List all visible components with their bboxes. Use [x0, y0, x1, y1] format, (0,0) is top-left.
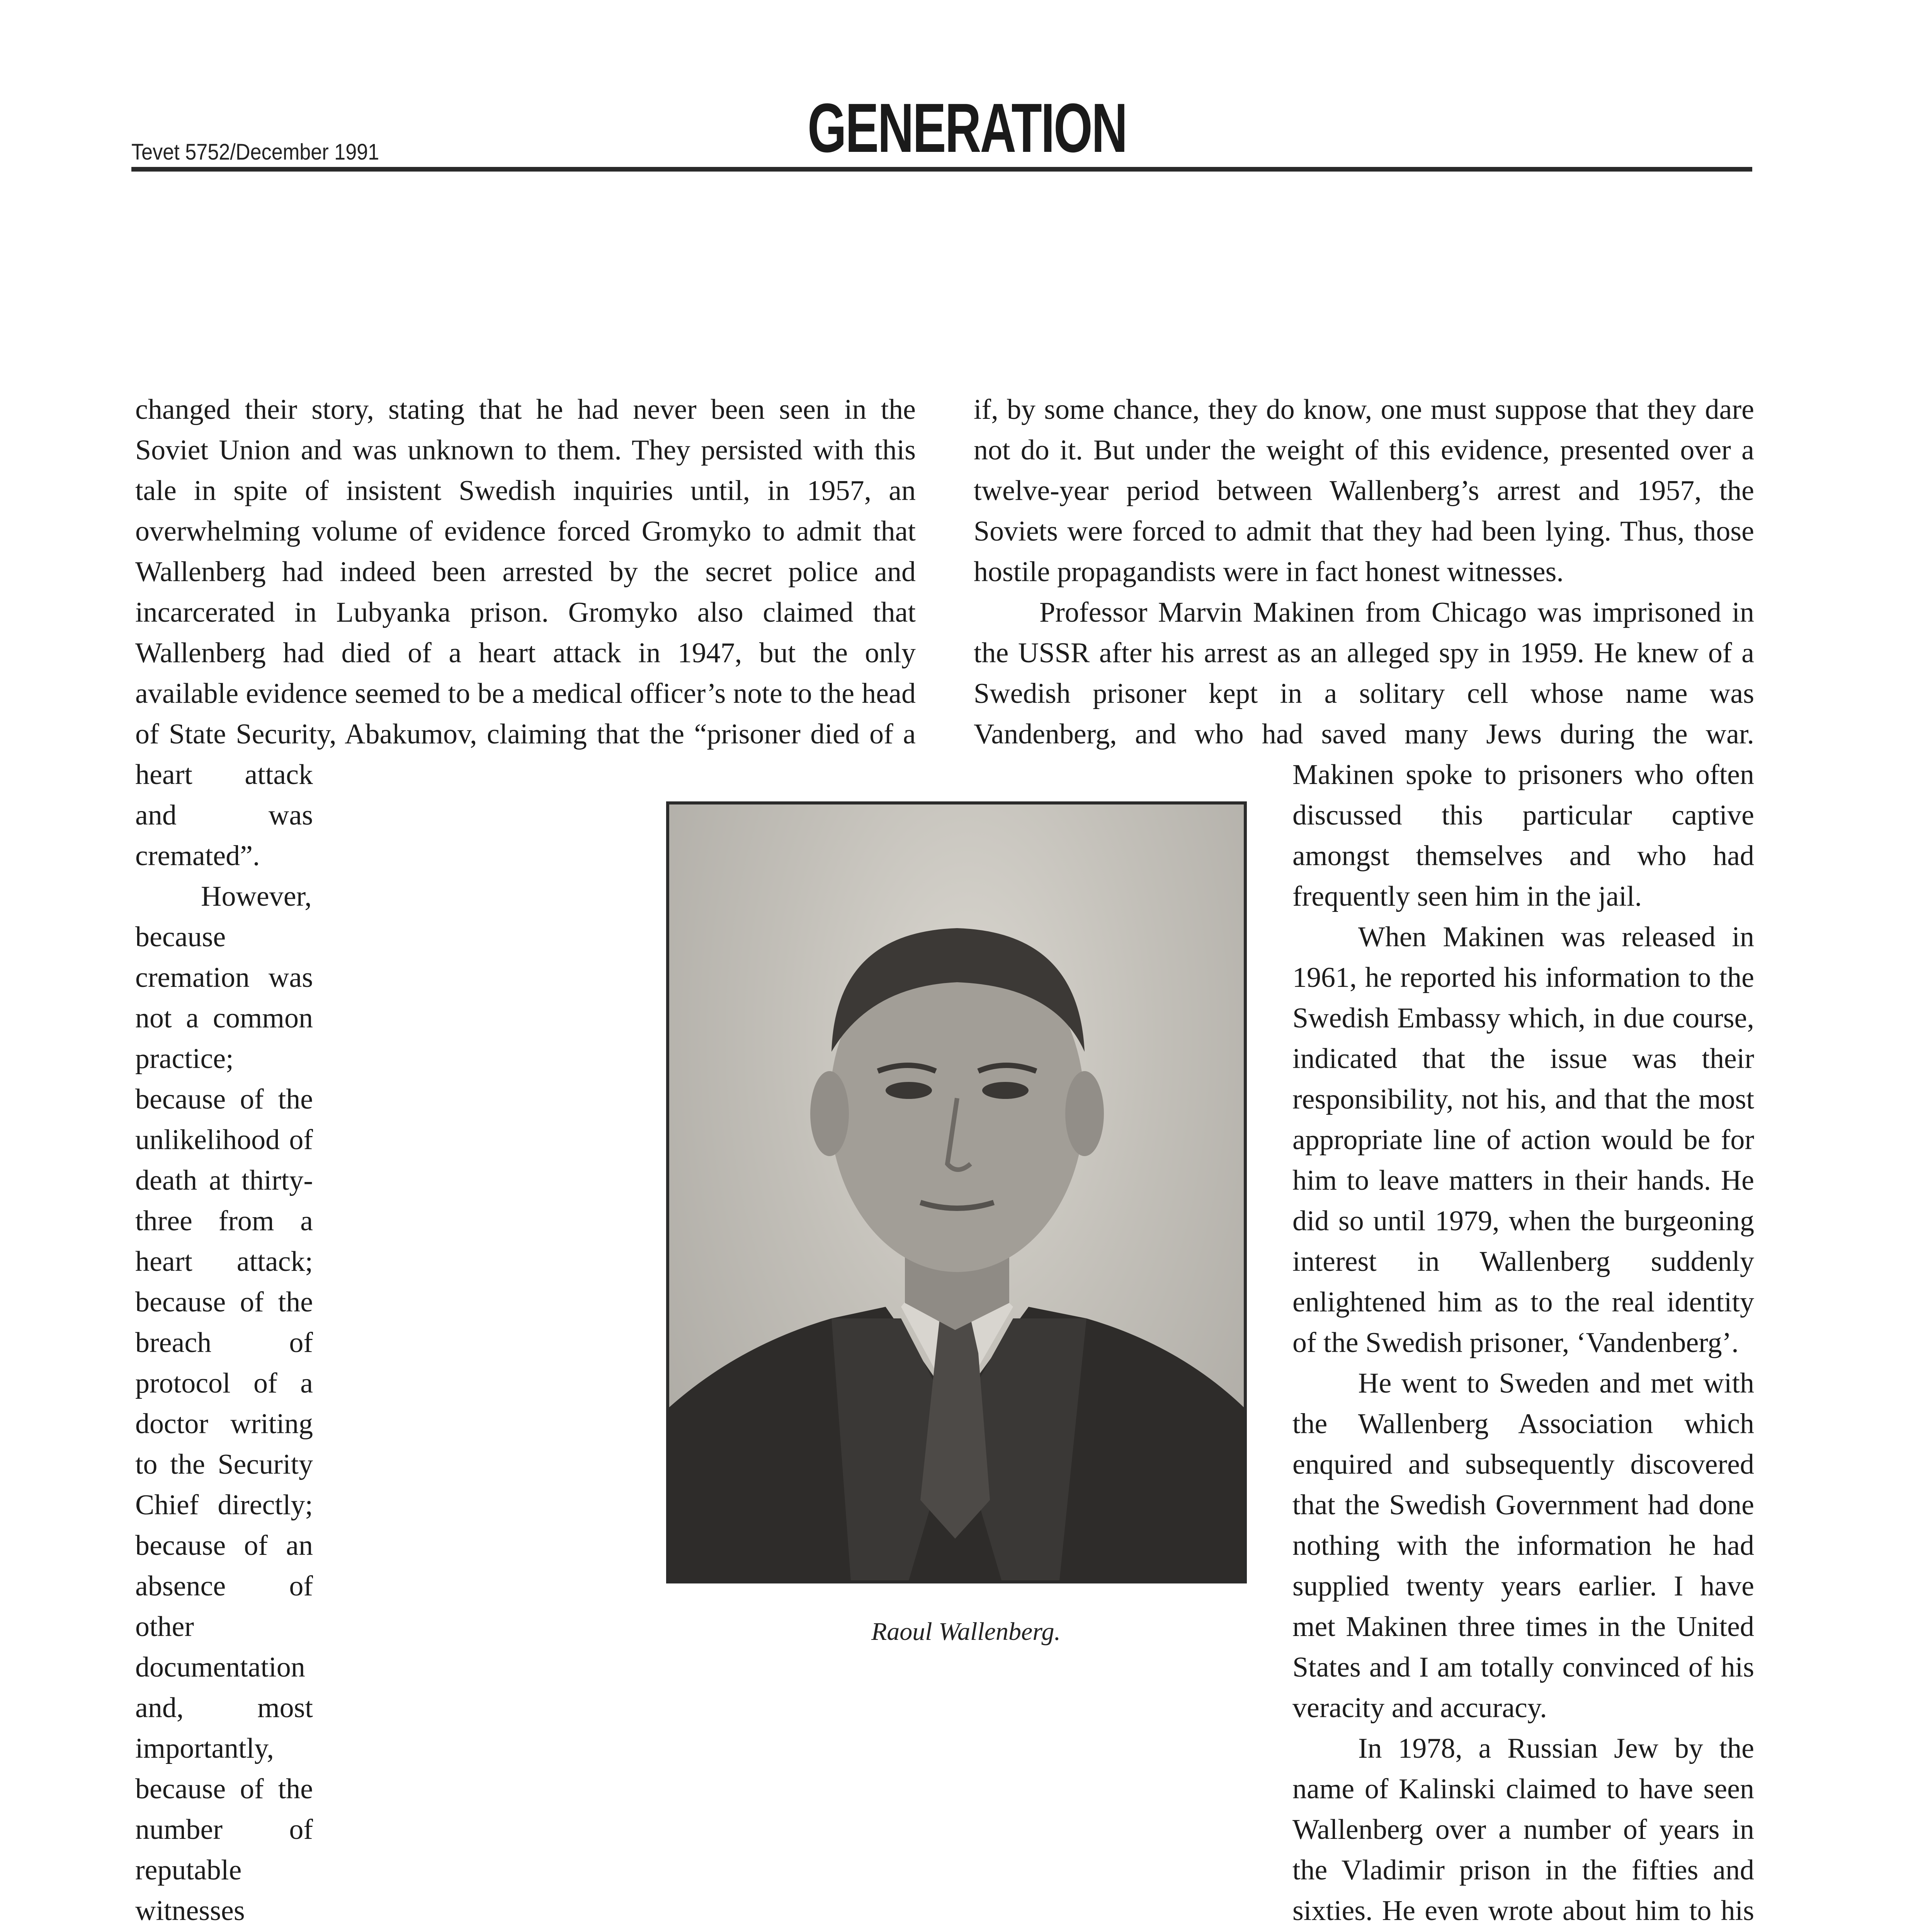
header-divider: [131, 167, 1752, 172]
portrait-illustration: [669, 804, 1244, 1580]
paragraph: changed their story, stating that he had never been seen in the Soviet Union and was unknown to them. They persisted with this tale in spite of insistent Swedish inquiries until, in 1957, an overwhelming volume of evidence forced Gromyko to admit that Wallenberg had indeed been arrested by the secret police and incarcerated in Lubyanka prison. Gromyko also claimed that Wallenberg had died of a heart attack in 1947, but the only available evidence seemed to be a medical officer’s note to the head of State Security, Abakumov, claiming that the “prisoner died of a heart attack and was cremated”.: [135, 394, 916, 872]
paragraph: if, by some chance, they do know, one must suppose that they dare not do it. But under the weight of this evidence, presented over a twelve-year period between Wallenberg’s arrest and 1957, the Soviets were forced to admit that they had been lying. Thus, those hostile propagandists were in fact honest witnesses.: [974, 394, 1754, 588]
paragraph: When Makinen was released in 1961, he reported his information to the Swedish Embassy which, in due course, indicated that the issue was their responsibility, not his, and that the most appropriate line of action would be for him to leave matters in their hands. He did so until 1979, when the burgeoning interest in Wallenberg suddenly enlightened him as to the real identity of the Swedish prisoner, ‘Vandenberg’.: [1292, 921, 1754, 1359]
paragraph: In 1978, a Russian Jew by the name of Kalinski claimed to have seen Wallenberg over a number of years in the Vladimir prison in the fifties and sixties. He even wrote about him to his: [1292, 1733, 1754, 1927]
paragraph: He went to Sweden and met with the Wallenberg Association which enquired and subsequently discovered that the Swedish Government had done nothing with the information he had supplied twenty years earlier. I have met Makinen three times in the United States and I am totally convinced of his veracity and accuracy.: [1292, 1367, 1754, 1724]
photo-caption: Raoul Wallenberg.: [871, 1617, 1061, 1646]
portrait-photo: [666, 801, 1247, 1583]
issue-date: Tevet 5752/December 1991: [131, 139, 379, 165]
paragraph: However, because cremation was not a common practice; because of the unlikelihood of death at thirty-three from a heart attack; because of the breach of protocol of a doctor writing to the Security Chief directly; because of an absence of other documentation and, most importantly, because of the number of reputable witnesses: [135, 881, 313, 1927]
masthead-title: GENERATION: [808, 89, 1127, 167]
paragraph: Professor Marvin Makinen from Chicago was imprisoned in the USSR after his arrest as an alleged spy in 1959. He knew of a Swedish prisoner kept in a solitary cell whose name was Vandenberg, and who had saved many Jews during the war. Makinen spoke to prisoners who often discussed this particular captive amongst themselves and who had frequently seen him in the jail.: [974, 597, 1754, 912]
